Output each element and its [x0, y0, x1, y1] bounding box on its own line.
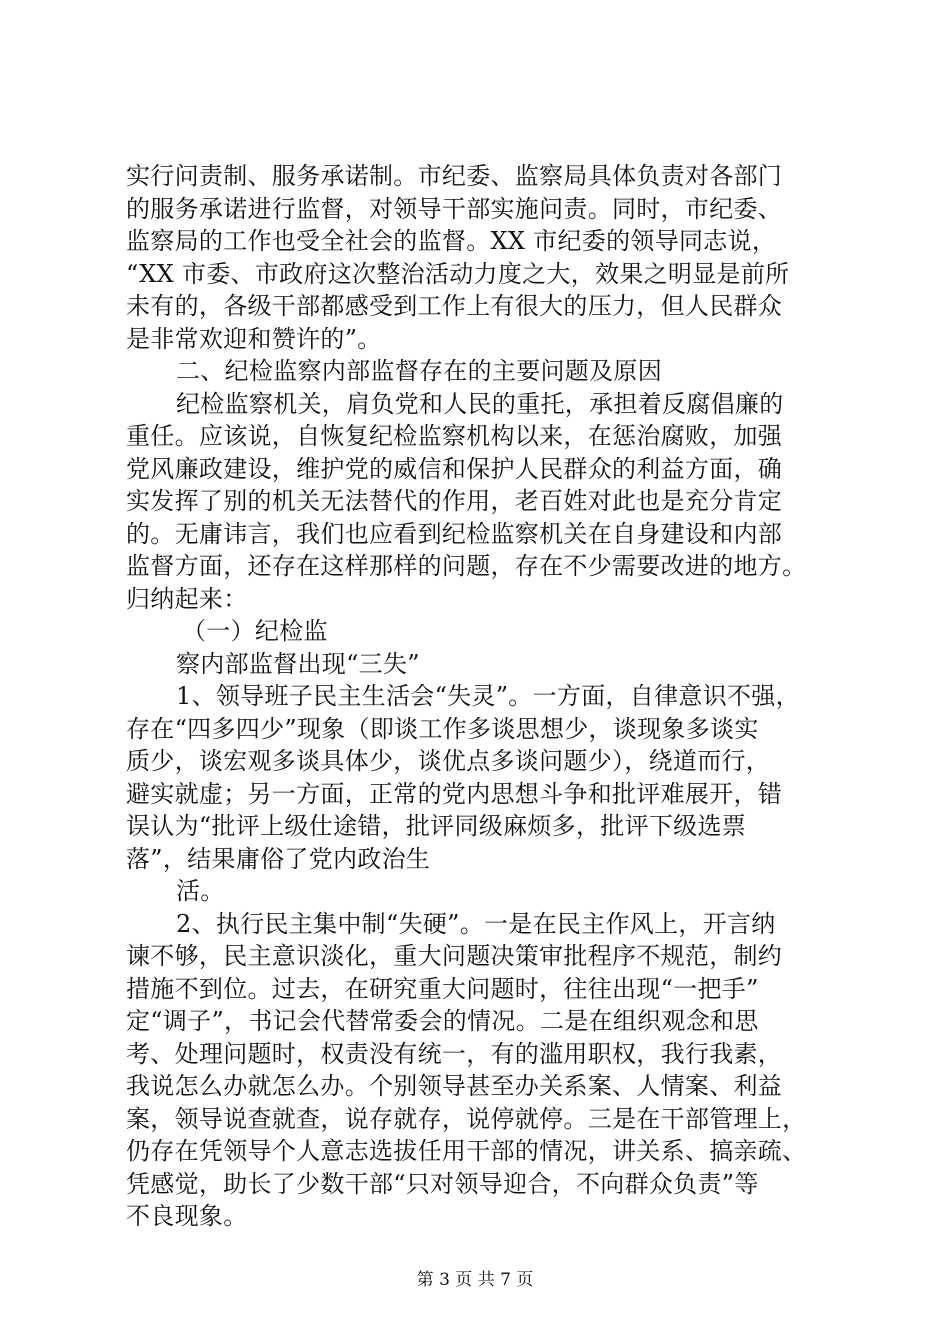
text-line: 实行问责制、服务承诺制。市纪委、监察局具体负责对各部门: [126, 162, 783, 190]
text-line: 监察局的工作也受全社会的监督。XX 市纪委的领导同志说，: [126, 227, 777, 255]
text-line: 误认为“批评上级仕途错，批评同级麻烦多，批评下级选票: [126, 812, 747, 840]
text-line: 措施不到位。过去，在研究重大问题时，往往出现“一把手”: [126, 974, 759, 1003]
text-line: 纪检监察机关，肩负党和人民的重托，承担着反腐倡廉的: [176, 389, 784, 418]
text-line: 2、执行民主集中制“失硬”。一是在民主作风上，开言纳: [176, 909, 776, 938]
text-line: 考、处理问题时，权责没有统一，有的滥用职权，我行我素，: [126, 1039, 783, 1068]
text-line: 的服务承诺进行监督，对领导干部实施问责。同时，市纪委、: [126, 194, 783, 223]
text-line: 仍存在凭领导个人意志选拔任用干部的情况，讲关系、搞亲疏、: [126, 1137, 807, 1165]
text-line: 落”，结果庸俗了党内政治生: [126, 844, 431, 873]
document-body: [126, 160, 846, 1233]
text-line: “XX 市委、市政府这次整治活动力度之大，效果之明显是前所: [126, 259, 790, 288]
section-heading: 二、纪检监察内部监督存在的主要问题及原因: [176, 357, 662, 385]
text-line: 避实就虚；另一方面，正常的党内思想斗争和批评难展开，错: [126, 779, 783, 808]
subsection-heading: （一）纪检监: [182, 617, 328, 645]
text-line: 未有的，各级干部都感受到工作上有很大的压力，但人民群众: [126, 292, 783, 320]
text-line: 案，领导说查就查，说存就存，说停就停。三是在干部管理上，: [126, 1104, 807, 1133]
text-line: 活。: [176, 877, 225, 905]
text-line: 是非常欢迎和赞许的”。: [126, 324, 382, 353]
text-line: 不良现象。: [126, 1202, 248, 1230]
text-line: 归纳起来：: [126, 584, 248, 613]
text-line: 党风廉政建设，维护党的威信和保护人民群众的利益方面，确: [126, 454, 783, 483]
text-line: 1、领导班子民主生活会“失灵”。一方面，自律意识不强，: [176, 682, 800, 710]
page-footer: [0, 1268, 950, 1292]
page-number-label: 第 3 页 共 7 页: [416, 1270, 534, 1290]
text-line: 的。无庸讳言，我们也应看到纪检监察机关在自身建设和内部: [126, 519, 783, 548]
text-line: 我说怎么办就怎么办。个别领导甚至办关系案、人情案、利益: [126, 1072, 783, 1100]
text-line: 凭感觉，助长了少数干部“只对领导迎合，不向群众负责”等: [126, 1169, 759, 1198]
text-line: 存在“四多四少”现象（即谈工作多谈思想少，谈现象多谈实: [126, 714, 759, 743]
text-line: 实发挥了别的机关无法替代的作用，老百姓对此也是充分肯定: [126, 487, 783, 515]
text-line: 重任。应该说，自恢复纪检监察机构以来，在惩治腐败，加强: [126, 422, 783, 450]
text-line: 质少，谈宏观多谈具体少，谈优点多谈问题少），绕道而行，: [126, 747, 771, 775]
text-line: 监督方面，还存在这样那样的问题，存在不少需要改进的地方。: [126, 552, 807, 580]
text-line: 谏不够，民主意识淡化，重大问题决策审批程序不规范，制约: [126, 942, 783, 970]
text-line: 定“调子”，书记会代替常委会的情况。二是在组织观念和思: [126, 1007, 759, 1035]
subsection-heading: 察内部监督出现“三失”: [176, 649, 420, 678]
